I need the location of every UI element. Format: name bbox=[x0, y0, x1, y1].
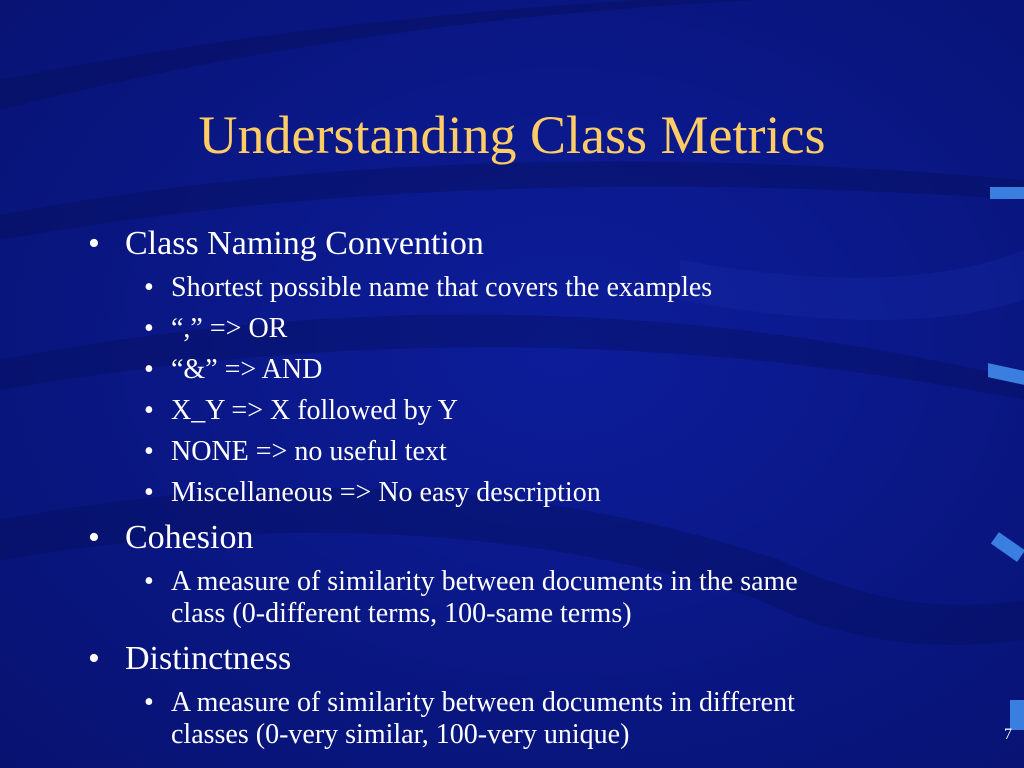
bullet-text-line1: A measure of similarity between documents in the same bbox=[171, 566, 798, 597]
bullet-text: NONE => no useful text bbox=[171, 436, 447, 467]
slide-title: Understanding Class Metrics bbox=[198, 105, 826, 165]
bullet-dot: • bbox=[144, 272, 154, 303]
bullet-text: “&” => AND bbox=[171, 354, 323, 385]
bullet-text: Distinctness bbox=[125, 640, 292, 677]
bullet-dot: • bbox=[144, 436, 154, 467]
bullet-dot: • bbox=[144, 395, 154, 426]
bullet-text: Shortest possible name that covers the examples bbox=[171, 272, 713, 303]
bullet-text: Cohesion bbox=[125, 519, 254, 556]
bullet-dot: • bbox=[88, 225, 100, 262]
bullet-dot: • bbox=[144, 354, 154, 385]
bullet-text: X_Y => X followed by Y bbox=[171, 395, 458, 426]
bullet-text: Class Naming Convention bbox=[125, 225, 484, 262]
bullet-dot: • bbox=[144, 477, 154, 508]
bullet-dot: • bbox=[144, 313, 154, 344]
bullet-text-line1: A measure of similarity between documents in different bbox=[171, 687, 795, 718]
bullet-text: Miscellaneous => No easy description bbox=[171, 477, 601, 508]
slide-number: 7 bbox=[1004, 726, 1012, 743]
bullet-text-line2: classes (0-very similar, 100-very unique) bbox=[171, 719, 630, 750]
bullet-dot: • bbox=[88, 640, 100, 677]
bullet-text: “,” => OR bbox=[171, 313, 288, 344]
bullet-dot: • bbox=[88, 519, 100, 556]
bullet-dot: • bbox=[144, 566, 154, 597]
bullet-dot: • bbox=[144, 687, 154, 718]
bullet-text-line2: class (0-different terms, 100-same terms) bbox=[171, 598, 632, 629]
